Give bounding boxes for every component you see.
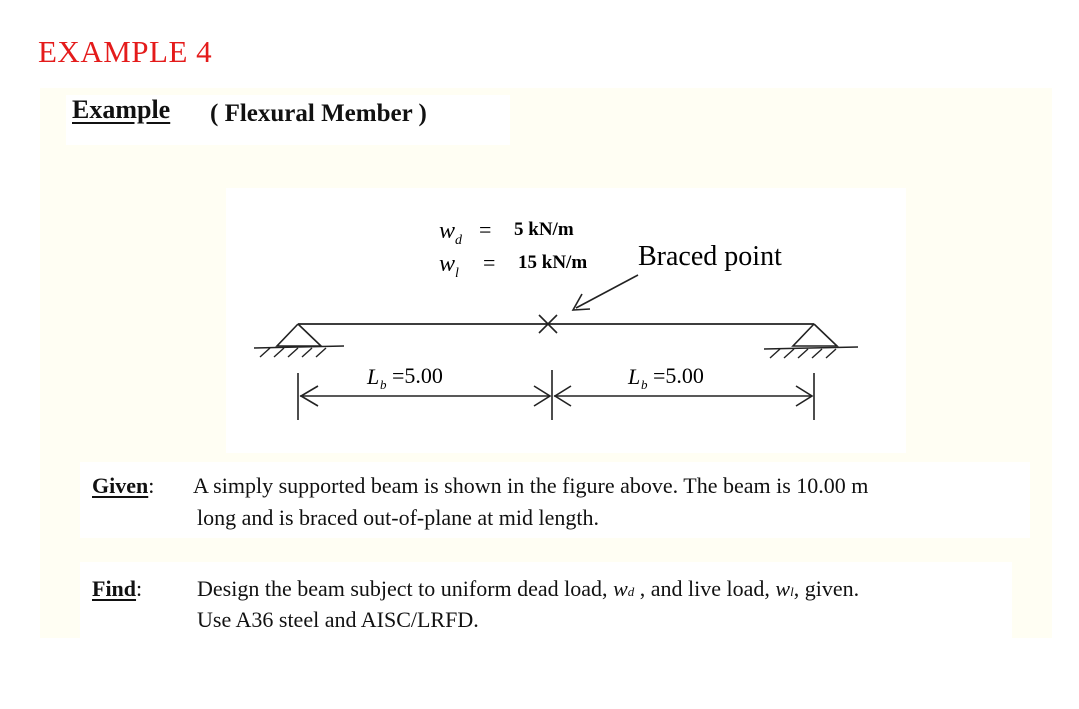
given-colon: :	[148, 473, 155, 498]
lb-left-subscript: b	[380, 377, 387, 392]
find-label: Find	[92, 576, 137, 601]
example-subtitle: ( Flexural Member )	[210, 100, 427, 127]
find-label-wrap	[92, 576, 142, 602]
find-line-1	[197, 576, 859, 602]
find-line-2: Use A36 steel and AISC/LRFD.	[197, 607, 479, 632]
wd-value: 5 kN/m	[514, 219, 574, 240]
given-label: Given	[92, 473, 149, 498]
example-heading: EXAMPLE 4	[38, 34, 213, 69]
beam-figure	[226, 188, 906, 453]
find-line-1-c: , given.	[793, 576, 860, 601]
find-wd-symbol: w	[613, 576, 628, 601]
lb-right-subscript: b	[641, 377, 648, 392]
find-colon: :	[136, 576, 143, 601]
wl-equals: =	[483, 250, 496, 275]
braced-point-label: Braced point	[638, 241, 782, 272]
find-wl-subscript: l	[790, 584, 794, 599]
lb-left-symbol: L	[367, 364, 380, 389]
beam-diagram	[226, 188, 906, 453]
right-pin-support	[764, 324, 858, 358]
example-title: Example	[72, 95, 171, 124]
wd-equals: =	[479, 217, 492, 242]
wd-subscript: d	[455, 233, 462, 248]
find-wd-subscript: d	[627, 584, 635, 599]
wl-subscript: l	[455, 266, 459, 281]
lb-right-value: =5.00	[653, 363, 704, 388]
braced-arrow-line	[576, 275, 638, 308]
given-line-1: A simply supported beam is shown in the figure above. The beam is 10.00 m	[193, 473, 869, 498]
lb-left-value: =5.00	[392, 363, 443, 388]
lb-right-symbol: L	[628, 364, 641, 389]
given-label-wrap	[92, 473, 154, 499]
wl-symbol: w	[439, 251, 456, 277]
find-line-1-a: Design the beam subject to uniform dead load,	[197, 576, 614, 601]
wd-symbol: w	[439, 218, 456, 244]
wl-value: 15 kN/m	[518, 252, 588, 273]
given-line-2: long and is braced out-of-plane at mid length.	[197, 505, 599, 530]
left-pin-support	[254, 324, 344, 357]
find-line-1-b: , and live load,	[634, 576, 776, 601]
find-wl-symbol: w	[775, 576, 791, 601]
